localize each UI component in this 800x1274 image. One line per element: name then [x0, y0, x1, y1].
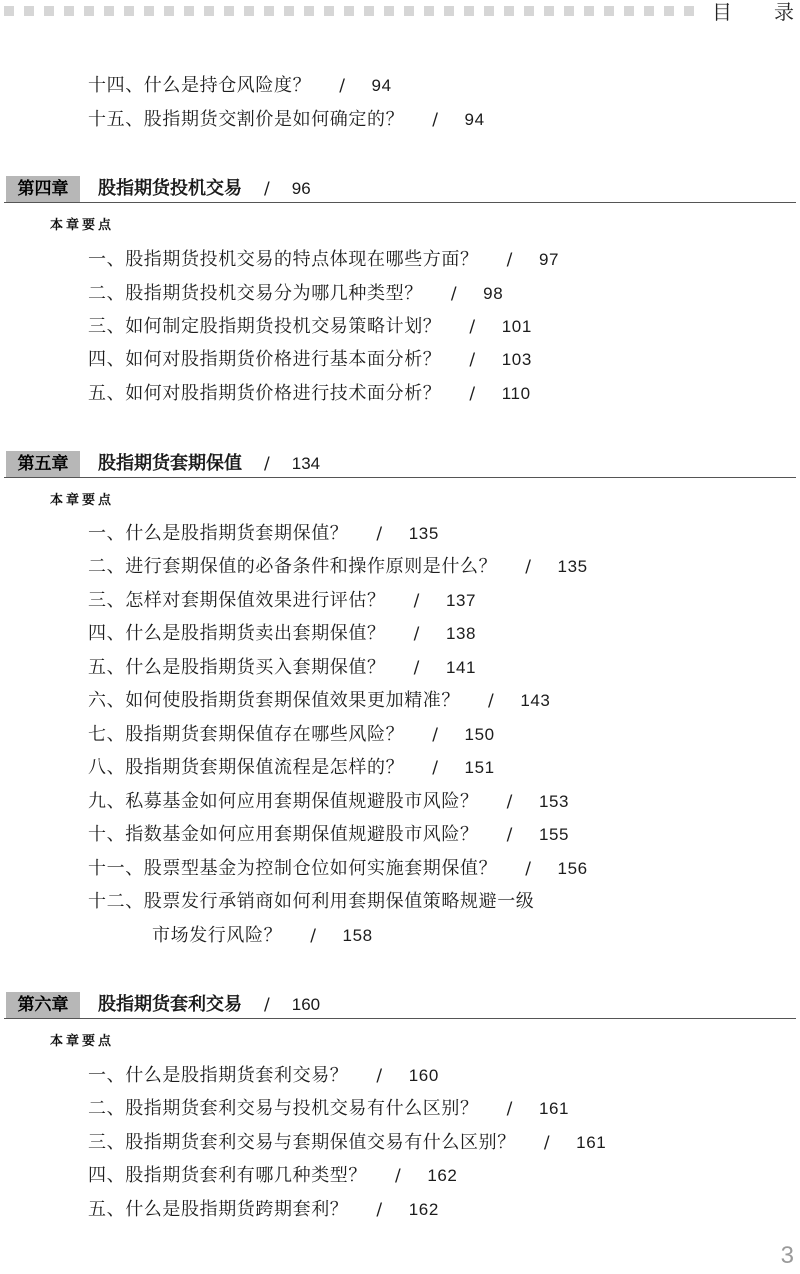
entry-separator: /	[413, 591, 420, 611]
entry-separator: /	[525, 557, 532, 577]
entry-separator: /	[432, 725, 439, 745]
toc-entry[interactable]	[88, 74, 392, 98]
chapter-title	[98, 451, 320, 477]
chapter-title	[98, 176, 311, 202]
entry-text: 四、什么是股指期货卖出套期保值？	[88, 623, 386, 644]
entry-page: 94	[464, 110, 485, 129]
entry-text: 十一、股票型基金为控制仓位如何实施套期保值？	[88, 858, 498, 879]
entry-page: 101	[501, 317, 532, 336]
entry-page: 103	[501, 350, 532, 369]
chapter-separator: /	[264, 995, 270, 1015]
entry-text: 七、股指期货套期保值存在哪些风险？	[88, 724, 405, 745]
chapter-label: 第四章	[6, 176, 80, 202]
entry-page: 153	[538, 792, 570, 811]
key-points-label: 本章要点	[50, 1034, 115, 1049]
entry-separator: /	[469, 350, 476, 370]
chapter-heading-5[interactable]	[4, 451, 800, 479]
entry-text: 十、指数基金如何应用套期保值规避股市风险？	[88, 824, 479, 845]
toc-entry[interactable]	[88, 656, 476, 680]
chapter-heading-4[interactable]	[4, 176, 800, 204]
entry-separator: /	[413, 658, 420, 678]
chapter-page: 96	[291, 179, 311, 198]
entry-text: 四、如何对股指期货价格进行基本面分析？	[88, 349, 442, 370]
entry-page: 137	[445, 591, 477, 610]
toc-entry[interactable]	[88, 723, 495, 747]
entry-page: 141	[445, 658, 477, 677]
entry-separator: /	[525, 859, 532, 879]
entry-separator: /	[376, 1200, 383, 1220]
toc-entry[interactable]	[88, 108, 485, 132]
chapter-divider	[4, 1018, 796, 1019]
entry-page: 151	[464, 758, 495, 777]
chapter-page: 160	[291, 995, 321, 1014]
chapter-heading-6[interactable]	[4, 992, 800, 1020]
entry-page: 158	[342, 926, 373, 945]
entry-text: 二、进行套期保值的必备条件和操作原则是什么？	[88, 556, 498, 577]
entry-text: 市场发行风险？	[152, 925, 283, 946]
entry-text: 十五、股指期货交割价是如何确定的？	[88, 109, 405, 130]
entry-separator: /	[413, 624, 420, 644]
header-title-char-2: 录	[774, 0, 794, 24]
entry-page: 135	[408, 524, 439, 543]
entry-page: 135	[557, 557, 588, 576]
entry-text: 一、什么是股指期货套期保值？	[88, 523, 349, 544]
toc-entry[interactable]	[88, 1064, 439, 1088]
toc-entry[interactable]	[88, 555, 588, 579]
toc-entry[interactable]	[88, 1131, 606, 1155]
entry-separator: /	[432, 758, 439, 778]
entry-page: 97	[538, 250, 560, 269]
entry-text: 六、如何使股指期货套期保值效果更加精准？	[88, 690, 460, 711]
entry-text: 三、怎样对套期保值效果进行评估？	[88, 590, 386, 611]
entry-text: 十二、股票发行承销商如何利用套期保值策略规避一级	[88, 891, 535, 912]
chapter-separator: /	[264, 454, 270, 474]
entry-separator: /	[339, 76, 346, 96]
toc-entry[interactable]	[88, 890, 534, 914]
entry-text: 五、如何对股指期货价格进行技术面分析？	[88, 383, 442, 404]
chapter-divider	[4, 477, 796, 478]
toc-entry[interactable]	[88, 857, 588, 881]
entry-separator: /	[376, 1066, 383, 1086]
entry-page: 98	[483, 284, 504, 303]
entry-separator: /	[469, 384, 476, 404]
toc-entry-continued[interactable]	[152, 924, 373, 948]
entry-text: 三、如何制定股指期货投机交易策略计划？	[88, 316, 442, 337]
toc-entry[interactable]	[88, 689, 551, 713]
header-title-char-1: 目	[712, 0, 732, 24]
toc-entry[interactable]	[88, 348, 532, 372]
entry-text: 三、股指期货套利交易与套期保值交易有什么区别？	[88, 1132, 516, 1153]
entry-separator: /	[469, 317, 476, 337]
entry-separator: /	[506, 250, 513, 270]
key-points-label: 本章要点	[50, 493, 115, 508]
chapter-title	[98, 992, 320, 1018]
chapter-label: 第五章	[6, 451, 80, 477]
entry-page: 161	[576, 1133, 607, 1152]
entry-text: 九、私募基金如何应用套期保值规避股市风险？	[88, 791, 479, 812]
entry-separator: /	[543, 1133, 551, 1153]
entry-page: 138	[445, 624, 477, 643]
entry-separator: /	[506, 792, 513, 812]
key-points-label: 本章要点	[50, 218, 115, 233]
entry-separator: /	[488, 691, 495, 711]
chapter-page: 134	[291, 454, 321, 473]
entry-separator: /	[450, 284, 458, 304]
entry-page: 156	[557, 859, 588, 878]
chapter-title-text: 股指期货套期保值	[98, 453, 242, 474]
toc-entry[interactable]	[88, 790, 569, 814]
toc-entry[interactable]	[88, 1198, 439, 1222]
chapter-label: 第六章	[6, 992, 80, 1018]
entry-separator: /	[506, 1099, 513, 1119]
entry-separator: /	[310, 926, 317, 946]
toc-entry[interactable]	[88, 382, 531, 406]
toc-entry[interactable]	[88, 1097, 569, 1121]
entry-separator: /	[395, 1166, 402, 1186]
toc-entry[interactable]	[88, 622, 476, 646]
entry-page: 161	[538, 1099, 570, 1118]
entry-text: 一、什么是股指期货套利交易？	[88, 1065, 349, 1086]
entry-text: 八、股指期货套期保值流程是怎样的？	[88, 757, 405, 778]
entry-separator: /	[432, 110, 439, 130]
entry-separator: /	[506, 825, 513, 845]
entry-text: 五、什么是股指期货买入套期保值？	[88, 657, 386, 678]
entry-page: 110	[501, 384, 531, 403]
toc-entry[interactable]	[88, 756, 495, 780]
entry-page: 162	[427, 1166, 458, 1185]
toc-entry[interactable]	[88, 823, 569, 847]
entry-text: 二、股指期货套利交易与投机交易有什么区别？	[88, 1098, 479, 1119]
entry-page: 162	[408, 1200, 439, 1219]
entry-text: 二、股指期货投机交易分为哪几种类型？	[88, 283, 423, 304]
chapter-divider	[4, 202, 796, 203]
entry-text: 一、股指期货投机交易的特点体现在哪些方面？	[88, 249, 479, 270]
entry-page: 143	[520, 691, 551, 710]
page-number: 3	[780, 1242, 794, 1269]
entry-page: 94	[371, 76, 392, 95]
chapter-title-text: 股指期货投机交易	[98, 178, 242, 199]
toc-entry[interactable]	[88, 589, 476, 613]
toc-entry[interactable]	[88, 282, 503, 306]
running-header	[0, 0, 800, 26]
entry-page: 155	[538, 825, 570, 844]
toc-entry[interactable]	[88, 248, 559, 272]
toc-entry[interactable]	[88, 522, 439, 546]
entry-page: 150	[464, 725, 495, 744]
entry-text: 十四、什么是持仓风险度？	[88, 75, 312, 96]
entry-separator: /	[376, 524, 383, 544]
entry-text: 四、股指期货套利有哪几种类型？	[88, 1165, 367, 1186]
chapter-separator: /	[264, 179, 270, 199]
chapter-title-text: 股指期货套利交易	[98, 994, 242, 1015]
toc-entry[interactable]	[88, 1164, 458, 1188]
toc-entry[interactable]	[88, 315, 532, 339]
entry-text: 五、什么是股指期货跨期套利？	[88, 1199, 349, 1220]
entry-page: 160	[408, 1066, 439, 1085]
